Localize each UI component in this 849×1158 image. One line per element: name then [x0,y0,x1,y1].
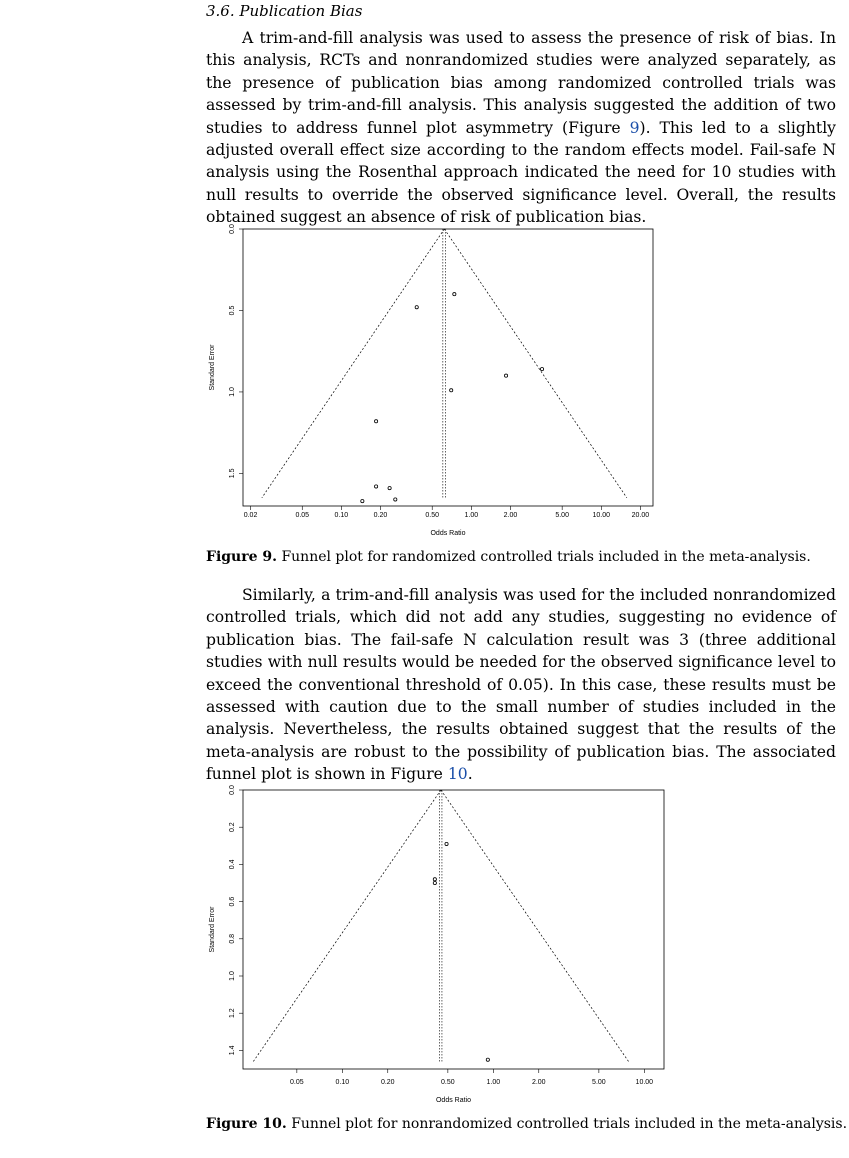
paragraph-2-text-a: Similarly, a trim-and-fill analysis was used for the included nonrandomized controlled trials, which did not add any studies, suggesting no evidence of publication bias. The fail-safe N calculation result was 3 (three additional studies with null results would be needed for the observed significance level to exceed the conventional threshold of 0.05). In this case, these results must be assessed with caution due to the small number of studies included in the analysis. Nevertheless, the results obtained suggest that the results of the meta-analysis are robust to the possibility of publication bias. The associated funnel plot is shown in Figure [206,586,836,784]
data-point [433,878,436,881]
x-tick-label: 0.20 [373,512,388,519]
x-tick-label: 0.50 [441,1079,455,1086]
x-tick-label: 0.50 [425,512,440,519]
x-tick-label: 10.00 [635,1079,654,1086]
y-tick-label: 1.5 [229,468,236,479]
x-tick-label: 2.00 [503,512,518,519]
x-tick-label: 0.10 [334,512,349,519]
y-tick-label: 1.4 [229,1045,236,1056]
paragraph-1-text-a: A trim-and-fill analysis was used to assess the presence of risk of bias. In this analysis, RCTs and nonrandomized studies were analyzed separately, as the presence of publication bias among randomized controlled trials was assessed by trim-and-fill analysis. This analysis suggested the addition of two studies to address funnel plot asymmetry (Figure [206,29,836,137]
figure-10-label: Figure 10. [206,1116,287,1132]
y-tick-label: 1.2 [229,1008,236,1019]
funnel-left-line [253,790,441,1062]
figure-10-caption [206,1116,847,1132]
figure-10-link[interactable]: 10 [447,765,468,784]
data-point [445,842,448,845]
y-axis-label: Standard Error [209,906,216,953]
figure-9-label: Figure 9. [206,549,277,565]
y-tick-label: 1.0 [229,387,236,397]
x-tick-label: 0.05 [290,1079,304,1086]
x-tick-label: 0.02 [243,512,258,519]
plot-frame [243,790,664,1069]
y-tick-label: 0.8 [229,933,236,944]
data-point [433,881,436,884]
y-tick-label: 0.0 [229,224,236,234]
section-heading: 3.6. Publication Bias [206,2,363,20]
x-axis-label: Odds Ratio [430,530,466,537]
x-tick-label: 0.20 [380,1079,395,1086]
y-tick-label: 0.2 [229,822,236,833]
y-tick-label: 0.5 [229,305,236,316]
paragraph-2-text-b: . [467,765,473,784]
y-tick-label: 0.4 [229,859,236,870]
x-tick-label: 5.00 [555,512,569,519]
y-tick-label: 0.0 [229,785,236,795]
y-axis-label: Standard Error [209,344,216,391]
funnel-right-line [441,790,629,1062]
x-tick-label: 0.05 [295,512,310,519]
x-axis-label: Odds Ratio [435,1097,472,1104]
x-tick-label: 2.00 [531,1079,546,1086]
y-tick-label: 1.0 [229,971,236,981]
figure-9-link[interactable]: 9 [629,118,640,137]
x-tick-label: 5.00 [592,1079,606,1086]
paragraph-1-text-b: ). This led to a slightly adjusted overall effect size according to the random effects model. Fail-safe N analysis using the Rosenthal approach indicated the need for 10 studies with null results to override the observed significance level. Overall, the results obtained suggest an absence of risk of publication bias. [206,118,836,227]
x-tick-label: 0.10 [335,1079,350,1086]
x-tick-label: 20.00 [631,512,650,519]
x-tick-label: 1.00 [486,1079,501,1086]
x-tick-label: 1.00 [464,512,479,519]
y-tick-label: 0.6 [229,896,236,907]
x-tick-label: 10.00 [592,512,611,519]
data-point [486,1058,489,1061]
figure-9-caption-text: Funnel plot for randomized controlled trials included in the meta-analysis. [281,549,811,565]
figure-10-caption-text: Funnel plot for nonrandomized controlled trials included in the meta-analysis. [291,1116,848,1132]
